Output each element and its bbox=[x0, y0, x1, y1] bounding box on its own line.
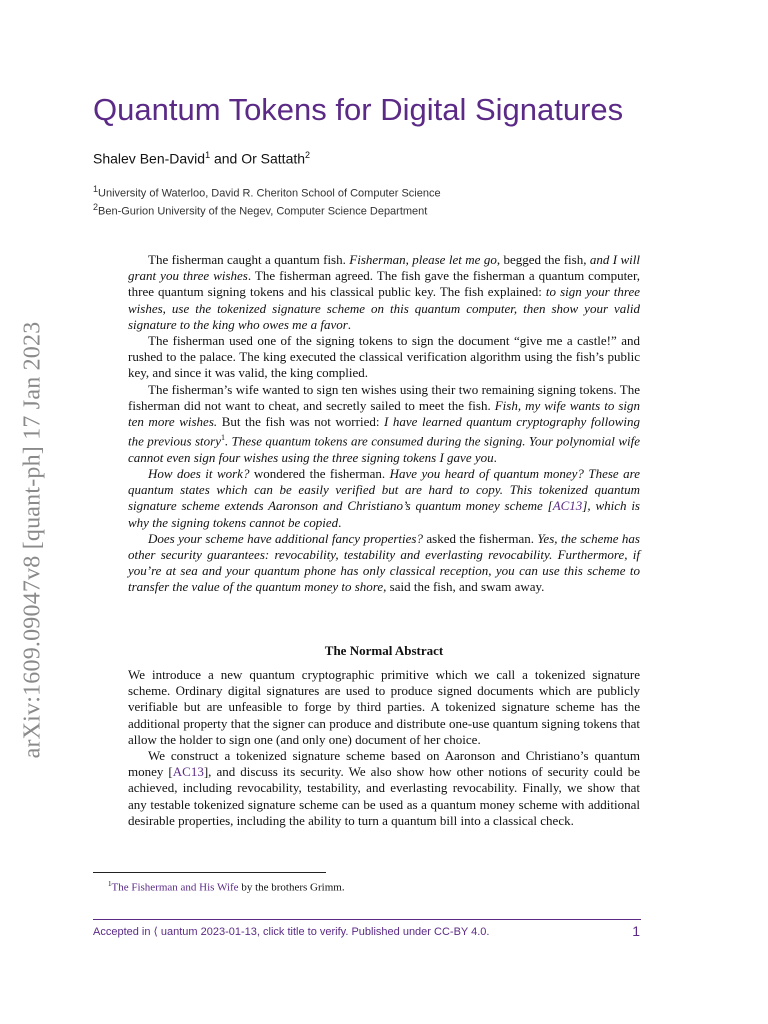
affiliation-2-text: Ben-Gurion University of the Negev, Computer Science Department bbox=[98, 205, 428, 218]
abstract-section bbox=[128, 667, 640, 829]
authors bbox=[93, 150, 310, 167]
fable-paragraph-5: Does your scheme have additional fancy properties? asked the fisherman. Yes, the scheme has other security guarantees: revocability, testability and everlasting revocability. Furthermore, if you’re at sea and your quantum phone has only classical reception, you can use this scheme to transfer the value of the quantum money to shore, said the fish, and swam away. bbox=[128, 530, 640, 595]
quantum-logo: ⟨ uantum bbox=[153, 926, 198, 938]
author-1: Shalev Ben-David bbox=[93, 150, 206, 167]
fable-paragraph-1: The fisherman caught a quantum fish. Fisherman, please let me go, begged the fish, and I will grant you three wishes. The fisherman agreed. The fish gave the fisherman a quantum computer, three quantum signing tokens and his classical public key. The fish explained: to sign your three wishes, use the tokenized signature scheme on this quantum computer, then show your valid signature to the king who owes me a favor. bbox=[128, 252, 641, 332]
author-2: Or Sattath bbox=[241, 150, 306, 167]
citation-link-ac13[interactable]: AC13 bbox=[552, 498, 583, 514]
page-number: 1 bbox=[632, 923, 640, 939]
footer[interactable] bbox=[93, 925, 489, 938]
abstract-heading: The Normal Abstract bbox=[324, 643, 444, 658]
fable-paragraph-2: The fisherman used one of the signing tokens to sign the document “give me a castle!” and rushed to the palace. The king executed the classical verification algorithm using the fish’s public key, and since it was valid, the king complied. bbox=[128, 333, 640, 381]
fable-paragraph-4: How does it work? wondered the fisherman. Have you heard of quantum money? These are quantum states which can be easily verified but are hard to copy. This tokenized quantum signature scheme extends Aaronson and Christiano’s quantum money scheme [AC13], which is why the signing tokens cannot be copied. bbox=[128, 465, 640, 530]
footnote-divider bbox=[93, 872, 326, 873]
author-1-affiliation-mark: 1 bbox=[205, 150, 211, 160]
footnote-number: 1 bbox=[108, 880, 112, 888]
affiliation-2-mark: 2 bbox=[93, 202, 99, 212]
paper-title[interactable]: Quantum Tokens for Digital Signatures bbox=[93, 92, 624, 127]
affiliation-2 bbox=[93, 202, 427, 218]
affiliation-1-text: University of Waterloo, David R. Cheriton School of Computer Science bbox=[98, 187, 441, 200]
footer-text[interactable]: 2023-01-13, click title to verify. Published under CC-BY 4.0. bbox=[197, 926, 490, 938]
author-2-affiliation-mark: 2 bbox=[305, 150, 311, 160]
footer-prefix: Accepted in bbox=[93, 926, 154, 938]
fable-paragraph-3: The fisherman’s wife wanted to sign ten wishes using their two remaining signing tokens. The fisherman did not want to cheat, and secretly sailed to meet the fish. Fish, my wife wants to sign ten more wishes. But the fish was not worried: I have learned quantum cryptography following the previous story$^1$. These quantum tokens are consumed during the signing. Your polynomial wife cannot even sign four wishes using the three signing tokens I gave you. bbox=[128, 381, 641, 465]
affiliation-1-mark: 1 bbox=[93, 184, 99, 194]
footnote-mark[interactable]: 1 bbox=[221, 433, 225, 443]
footer-divider bbox=[93, 919, 641, 920]
citation-link-ac13[interactable]: AC13 bbox=[172, 764, 204, 780]
fable-section bbox=[128, 252, 640, 596]
footnote bbox=[108, 880, 345, 894]
footnote-text: by the brothers Grimm. bbox=[238, 881, 345, 894]
affiliation-1 bbox=[93, 184, 441, 200]
author-conjunction: and bbox=[210, 150, 242, 167]
arxiv-stamp: arXiv:1609.09047v8 [quant-ph] 17 Jan 2023 bbox=[19, 321, 46, 759]
abstract-paragraph-2: We construct a tokenized signature scheme based on Aaronson and Christiano’s quantum money [AC13], and discuss its security. We also show how other notions of security could be achieved, including revocability, testability, and everlasting revocability. Finally, we show that any testable tokenized signature scheme can be used as a quantum money scheme with additional desirable properties, including the ability to turn a quantum bill into a classical check. bbox=[128, 748, 640, 828]
footnote-link[interactable]: The Fisherman and His Wife bbox=[111, 881, 239, 894]
abstract-paragraph-1: We introduce a new quantum cryptographic primitive which we call a tokenized signature scheme. Ordinary digital signatures are used to produce signed documents which are publicly verifiable but are unfeasible to forge by third parties. A tokenized signature scheme has the additional property that the signer can produce and distribute one-use quantum signing tokens that allow the holder to sign one (and only one) document of her choice. bbox=[128, 667, 640, 747]
